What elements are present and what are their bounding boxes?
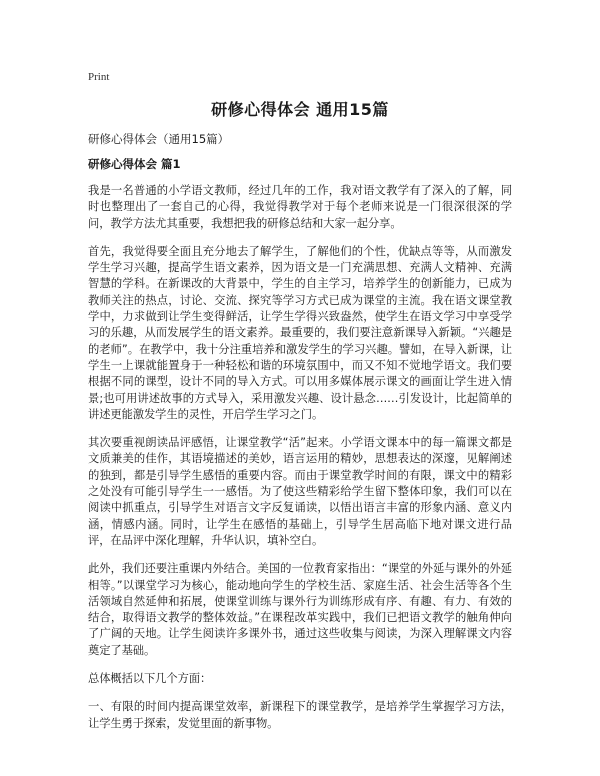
- paragraph-third-point: 此外，我们还要注重课内外结合。美国的一位教育家指出：“课堂的外延与课外的外延相等。”以课堂学习为核心，能动地向学生的学校生活、家庭生活、社会生活等各个生活领域自然延伸和拓展，使课堂训练与课外行为训练形成有序、有趣、有力、有效的结合，取得语文教学的整体效益。”在课程改革实践中，我们已把语文教学的触角伸向了广阔的天地。让学生阅读许多课外书，通过这些收集与阅读，为深入理解课文内容奠定了基础。: [88, 562, 512, 657]
- print-link[interactable]: Print: [88, 71, 110, 83]
- document-body: [88, 131, 512, 744]
- document-subtitle: 研修心得体会（通用15篇）: [88, 132, 230, 146]
- section-heading: 研修心得体会 篇1: [88, 157, 181, 171]
- paragraph-summary-lead: 总体概括以下几个方面：: [88, 672, 212, 686]
- paragraph-intro: 我是一名普通的小学语文教师，经过几年的工作，我对语文教学有了深入的了解，同时也整理出了一套自己的心得，我觉得教学对于每个老师来说是一门很深很深的学问，教学方法尤其重要，我想把我的研修总结和大家一起分享。: [88, 184, 512, 230]
- paragraph-second-point: 其次要重视朗读品评感悟，让课堂教学“活”起来。小学语文课本中的每一篇课文都是文质兼美的佳作，其语境描述的美妙，语言运用的精妙，思想表达的深邃，见解阐述的独到，都是引导学生感悟的重要内容。而由于课堂教学时间的有限，课文中的精彩之处没有可能引导学生一一感悟。为了使这些精彩给学生留下整体印象，我们可以在阅读中抓重点，引导学生对语言文字反复诵读，以悟出语言丰富的形象内涵、意义内涵，情感内涵。同时，让学生在感悟的基础上，引导学生居高临下地对课文进行品评，在品评中深化理解，升华认识，填补空白。: [88, 436, 512, 547]
- paragraph-summary-item-1: 一、有限的时间内提高课堂效率，新课程下的课堂教学，是培养学生掌握学习方法，让学生勇于探索，发觉里面的新事物。: [88, 700, 512, 730]
- document-title: 研修心得体会 通用15篇: [211, 100, 389, 119]
- paragraph-first-point: 首先，我觉得要全面且充分地去了解学生，了解他们的个性，优缺点等等，从而激发学生学习兴趣，提高学生语文素养，因为语文是一门充满思想、充满人文精神、充满智慧的学科。在新课改的大背景中，学生的自主学习，培养学生的创新能力，已成为教师关注的热点，讨论、交流、探究等学习方式已成为课堂的主流。我在语文课堂教学中，力求做到让学生变得鲜活，让学生学得兴致盎然，使学生在语文学习中享受学习的乐趣，从而发展学生的语文素养。最重要的，我们要注意新课导入新颖。“兴趣是的老师”。在教学中，我十分注重培养和激发学生的学习兴趣。譬如，在导入新课，让学生一上课就能置身于一种轻松和谐的环境氛围中，而又不知不觉地学语文。我们要根据不同的课型，设计不同的导入方式。可以用多媒体展示课文的画面让学生进入情景;也可用讲述故事的方式导入，采用激发兴趣、设计悬念……引发设计，比起简单的讲述更能激发学生的灵性，开启学生学习之门。: [88, 244, 512, 421]
